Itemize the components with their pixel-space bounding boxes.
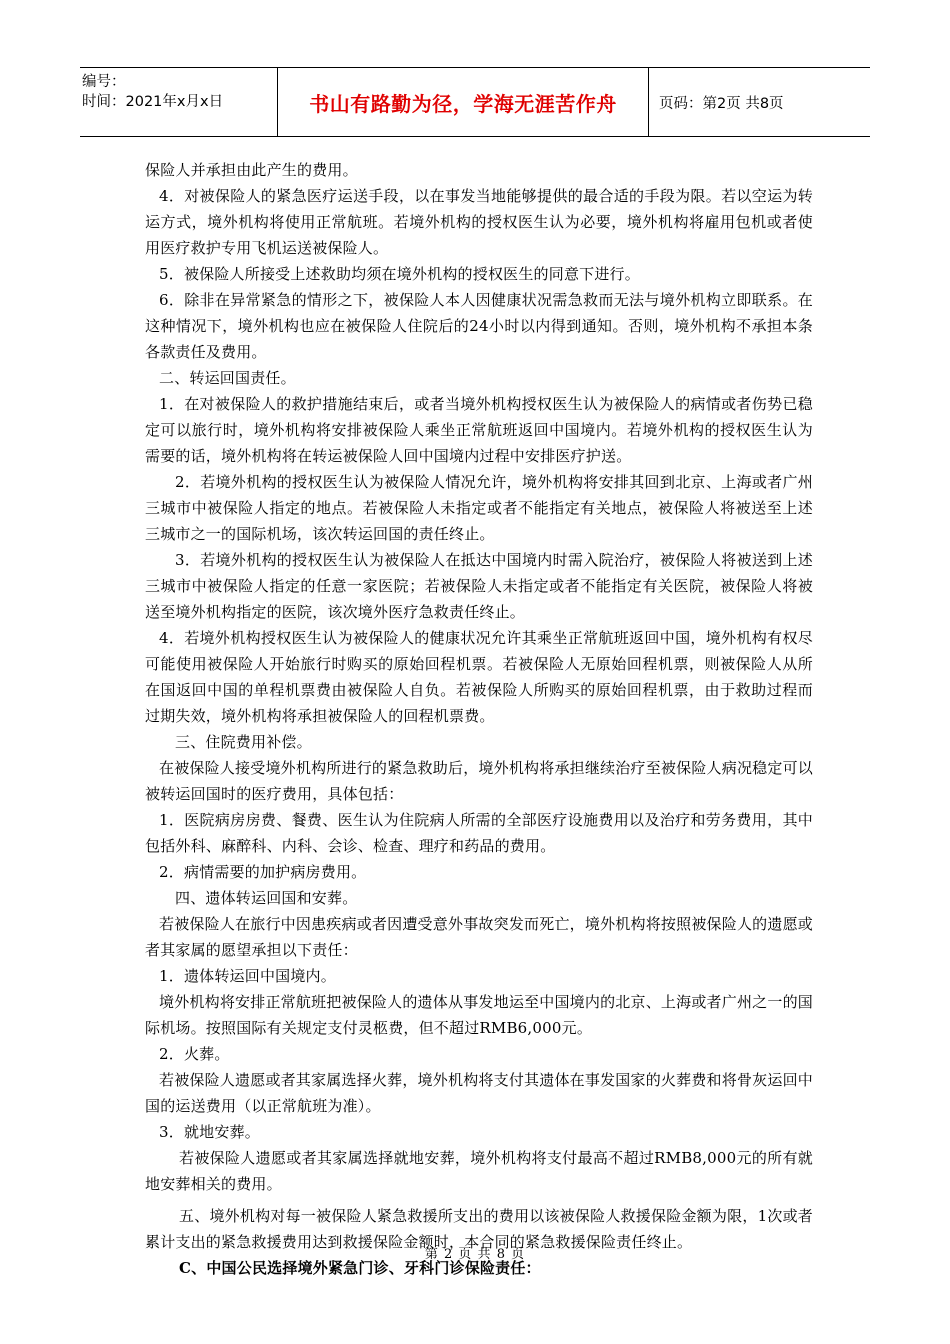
paragraph: 2．若境外机构的授权医生认为被保险人情况允许，境外机构将安排其回到北京、上海或者广州三城市中被保险人指定的地点。若被保险人未指定或者不能指定有关地点，被保险人将被送至上述三城市之一的国际机场，该次转运回国的责任终止。 [145, 473, 813, 543]
paragraph: 若被保险人在旅行中因患疾病或者因遭受意外事故突发而死亡，境外机构将按照被保险人的遗愿或者其家属的愿望承担以下责任： [145, 915, 813, 959]
section-heading: 三、住院费用补偿。 [175, 733, 312, 751]
paragraph: 在被保险人接受境外机构所进行的紧急救助后，境外机构将承担继续治疗至被保险人病况稳定可以被转运回国时的医疗费用，具体包括： [145, 759, 813, 803]
paragraph: 5．被保险人所接受上述救助均须在境外机构的授权医生的同意下进行。 [159, 265, 640, 283]
header-motto-cell [277, 68, 649, 136]
section-heading: 四、遗体转运回国和安葬。 [175, 889, 358, 907]
section-heading: 二、转运回国责任。 [159, 369, 296, 387]
header-page-number: 页码：第2页 共8页 [659, 95, 784, 112]
paragraph: 1．遗体转运回中国境内。 [159, 967, 336, 985]
paragraph: 1．医院病房房费、餐费、医生认为住院病人所需的全部医疗设施费用以及治疗和劳务费用，其中包括外科、麻醉科、内科、会诊、检查、理疗和药品的费用。 [145, 811, 813, 855]
paragraph: 2．病情需要的加护病房费用。 [159, 863, 367, 881]
paragraph: 6．除非在异常紧急的情形之下，被保险人本人因健康状况需急救而无法与境外机构立即联系。在这种情况下，境外机构也应在被保险人住院后的24小时以内得到通知。否则，境外机构不承担本条各款责任及费用。 [145, 291, 813, 361]
page-footer: 第 2 页 共 8 页 [424, 1247, 526, 1262]
document-time-label: 时间：2021年x月x日 [82, 94, 224, 110]
paragraph: 2．火葬。 [159, 1045, 230, 1063]
document-number-label: 编号： [82, 74, 126, 90]
paragraph: 境外机构将安排正常航班把被保险人的遗体从事发地运至中国境内的北京、上海或者广州之一的国际机场。按照国际有关规定支付灵柩费，但不超过RMB6,000元。 [145, 993, 813, 1037]
paragraph: 保险人并承担由此产生的费用。 [145, 161, 358, 179]
header-motto: 书山有路勤为径，学海无涯苦作舟 [309, 91, 617, 116]
paragraph: 若被保险人遗愿或者其家属选择火葬，境外机构将支付其遗体在事发国家的火葬费和将骨灰运回中国的运送费用（以正常航班为准）。 [145, 1071, 813, 1115]
paragraph: 五、境外机构对每一被保险人紧急救援所支出的费用以该被保险人救援保险金额为限，1次或者累计支出的紧急救援费用达到救援保险金额时，本合同的紧急救援保险责任终止。 [145, 1207, 813, 1251]
header-meta [80, 68, 277, 136]
paragraph: 1．在对被保险人的救护措施结束后，或者当境外机构授权医生认为被保险人的病情或者伤势已稳定可以旅行时，境外机构将安排被保险人乘坐正常航班返回中国境内。若境外机构的授权医生认为需要的话，境外机构将在转运被保险人回中国境内过程中安排医疗护送。 [145, 395, 813, 465]
paragraph: 4．若境外机构授权医生认为被保险人的健康状况允许其乘坐正常航班返回中国，境外机构有权尽可能使用被保险人开始旅行时购买的原始回程机票。若被保险人无原始回程机票，则被保险人从所在国返回中国的单程机票费由被保险人自负。若被保险人所购买的原始回程机票，由于救助过程而过期失效，境外机构将承担被保险人的回程机票费。 [145, 629, 813, 725]
paragraph: 4．对被保险人的紧急医疗运送手段，以在事发当地能够提供的最合适的手段为限。若以空运为转运方式，境外机构将使用正常航班。若境外机构的授权医生认为必要，境外机构将雇用包机或者使用医疗救护专用飞机运送被保险人。 [145, 187, 813, 257]
paragraph: 3．若境外机构的授权医生认为被保险人在抵达中国境内时需入院治疗，被保险人将被送到上述三城市中被保险人指定的任意一家医院；若被保险人未指定或者不能指定有关医院，被保险人将被送至境外机构指定的医院，该次境外医疗急救责任终止。 [145, 551, 813, 621]
document-body [145, 157, 813, 1281]
paragraph: 若被保险人遗愿或者其家属选择就地安葬，境外机构将支付最高不超过RMB8,000元的所有就地安葬相关的费用。 [145, 1149, 813, 1193]
paragraph: 3．就地安葬。 [159, 1123, 260, 1141]
page-header [80, 67, 870, 137]
section-heading: C、中国公民选择境外紧急门诊、牙科门诊保险责任： [179, 1259, 541, 1277]
